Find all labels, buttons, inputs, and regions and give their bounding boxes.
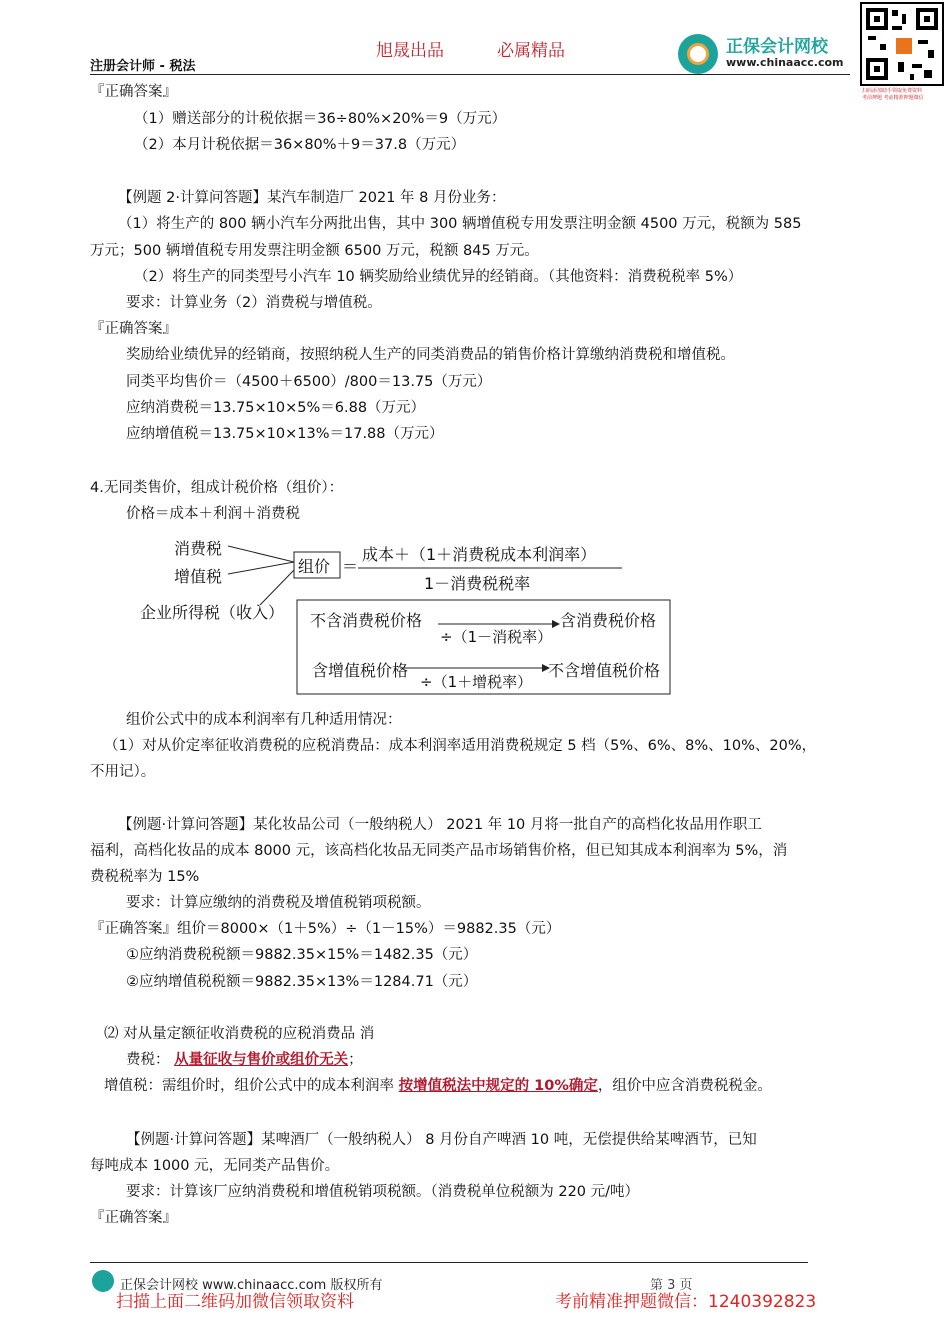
emphasis-text: 从量征收与售价或组价无关 [174,1052,349,1068]
example-line: 费税税率为 15% [90,869,200,885]
example-title: 【例题 2·计算问答题】某汽车制造厂 2021 年 8 月份业务： [118,190,506,206]
answer-line: ②应纳增值税税额＝9882.35×13%＝1284.71（元） [126,974,478,990]
example-title: 【例题·计算问答题】某啤酒厂（一般纳税人） 8 月份自产啤酒 10 吨，无偿提供给某啤酒节，已知 [126,1132,757,1148]
chinaacc-logo [678,32,858,76]
example-line: （2）将生产的同类型号小汽车 10 辆奖励给业绩优异的经销商。（其他资料：消费税税率 5%） [134,269,743,285]
header-slogan-left: 旭晟出品 [376,41,444,61]
body-text: 费税： [126,1052,170,1068]
example-line: 每吨成本 1000 元，无同类产品售价。 [90,1158,340,1174]
document-header-title: 注册会计师 - 税法 [90,59,196,74]
example-line: 万元；500 辆增值税专用发票注明金额 6500 万元，税额 845 万元。 [90,243,539,259]
label-consumption-tax: 消费税 [174,539,223,558]
answer-heading: 『正确答案』 [90,84,177,100]
answer-line: 应纳增值税＝13.75×10×13%＝17.88（万元） [126,426,444,442]
body-line: ⑵ 对从量定额征收消费税的应税消费品 消 [104,1026,375,1042]
answer-line: （2）本月计税依据＝36×80%＋9＝37.8（万元） [134,137,466,153]
example-line: （1）将生产的 800 辆小汽车分两批出售，其中 300 辆增值税专用发票注明金额 4500 万元，税额为 585 [118,216,802,232]
formula-numerator: 成本＋（1＋消费税成本利润率） [362,545,597,564]
answer-line: 奖励给业绩优异的经销商，按照纳税人生产的同类消费品的销售价格计算缴纳消费税和增值税。 [126,347,735,363]
answer-line: （1）赠送部分的计税依据＝36÷80%×20%＝9（万元） [134,111,507,127]
formula-line: 价格＝成本＋利润＋消费税 [126,506,300,522]
header-slogan-right: 必属精品 [497,41,565,61]
label-incl-consumption-tax: 含消费税价格 [560,611,657,630]
label-excl-vat: 不含增值税价格 [548,661,661,680]
body-line [126,1048,363,1069]
body-line [104,1074,772,1095]
label-divide-vat: ÷（1＋增税率） [420,673,533,691]
answer-line: ①应纳消费税税额＝9882.35×15%＝1482.35（元） [126,947,478,963]
composite-price-diagram [140,530,680,700]
logo-mark-icon [678,34,718,74]
answer-line: 『正确答案』组价＝8000×（1＋5%）÷（1－15%）＝9882.35（元） [90,921,561,937]
footer-brand: 正保会计网校 www.chinaacc.com 版权所有 [120,1278,383,1293]
body-line: 不用记）。 [90,764,156,780]
label-divide-consumption: ÷（1－消税率） [440,628,553,646]
example-requirement: 要求：计算业务（2）消费税与增值税。 [126,295,382,311]
body-line: 组价公式中的成本利润率有几种适用情况： [126,712,402,728]
qr-caption-line-2: 考前押题 考前精准押题微信 [862,95,924,101]
answer-heading: 『正确答案』 [90,321,177,337]
body-text: ； [348,1052,363,1068]
page-number: 第 3 页 [650,1278,693,1293]
example-requirement: 要求：计算应缴纳的消费税及增值税销项税额。 [126,895,431,911]
label-zujia: 组价 [298,557,331,576]
body-line: （1）对从价定率征收消费税的应税消费品：成本利润率适用消费税规定 5 档（5%、6%、8%、10%、20%， [104,738,817,754]
section-heading: 4.无同类售价，组成计税价格（组价）： [90,480,344,496]
emphasis-text: 按增值税法中规定的 10%确定 [398,1078,598,1094]
footer-promo-left: 扫描上面二维码加微信领取资料 [116,1292,354,1312]
qr-caption [862,88,924,102]
logo-url: www.chinaacc.com [726,56,844,69]
label-vat: 增值税 [174,567,223,586]
footer-promo-right: 考前精准押题微信：1240392823 [555,1292,817,1312]
example-requirement: 要求：计算该厂应纳消费税和增值税销项税额。（消费税单位税额为 220 元/吨） [126,1184,640,1200]
answer-heading: 『正确答案』 [90,1210,177,1226]
body-text: 增值税：需组价时，组价公式中的成本利润率 [104,1078,394,1094]
answer-line: 同类平均售价＝（4500＋6500）/800＝13.75（万元） [126,374,492,390]
label-cit: 企业所得税（收入） [140,603,285,622]
footer-logo-icon [92,1270,114,1292]
label-equals: ＝ [342,557,359,576]
example-line: 福利，高档化妆品的成本 8000 元，该高档化妆品无同类产品市场销售价格，但已知其成本利润率为 5%，消 [90,843,788,859]
body-text: ，组价中应含消费税税金。 [597,1078,772,1094]
formula-denominator: 1－消费税税率 [424,574,531,593]
answer-line: 应纳消费税＝13.75×10×5%＝6.88（万元） [126,400,426,416]
example-title: 【例题·计算问答题】某化妆品公司（一般纳税人） 2021 年 10 月将一批自产的高档化妆品用作职工 [118,817,762,833]
qr-caption-line-1: 扫码添加助手领取免费资料 [862,88,923,94]
label-excl-consumption-tax: 不含消费税价格 [310,611,423,630]
label-incl-vat: 含增值税价格 [312,661,409,680]
logo-title: 正保会计网校 [726,37,828,57]
qr-code-icon [860,2,944,86]
footer-divider [90,1262,808,1263]
